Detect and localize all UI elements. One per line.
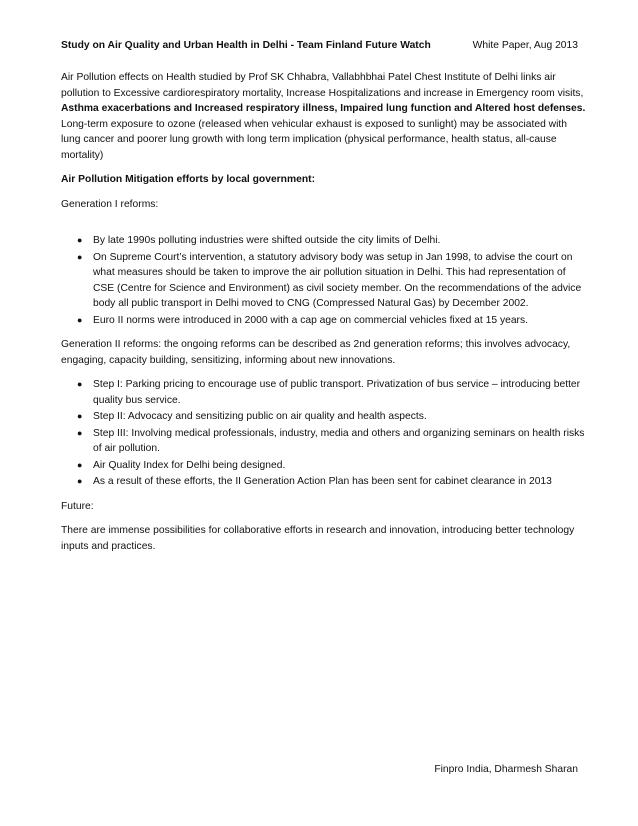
list-item xyxy=(77,474,586,490)
list-item-text: As a result of these efforts, the II Generation Action Plan has been sent for cabinet clearance in 2013 xyxy=(93,476,552,487)
intro-paragraph xyxy=(61,70,586,163)
list-item xyxy=(77,458,586,474)
mitigation-heading: Air Pollution Mitigation efforts by local government: xyxy=(61,174,315,185)
list-item-text: Step III: Involving medical professionals, industry, media and others and organizing seminars on health risks of air pollution. xyxy=(93,427,585,454)
bullet-icon: ● xyxy=(77,379,83,389)
list-item xyxy=(77,409,586,425)
list-item xyxy=(77,233,586,249)
list-item-text: Euro II norms were introduced in 2000 with a cap age on commercial vehicles fixed at 15 years. xyxy=(93,314,528,326)
list-item-text: By late 1990s polluting industries were shifted outside the city limits of Delhi. xyxy=(93,235,441,246)
intro-text-bold: Asthma exacerbations and Increased respiratory illness, Impaired lung function and Altered host defenses. xyxy=(61,103,586,114)
bullet-icon: ● xyxy=(77,411,83,421)
intro-text-2: Long-term exposure to ozone (released when vehicular exhaust is exposed to sunlight) may be associated with lung cancer and poorer lung growth with long term implication (physical performance, health status, all-cause mortality) xyxy=(61,118,567,161)
gen1-list xyxy=(61,233,586,328)
gen2-label: Generation II reforms: the ongoing reforms can be described as 2nd generation reforms; this involves advocacy, engaging, capacity building, sensitizing, informing about new innovations. xyxy=(61,339,571,366)
page-header xyxy=(61,38,578,54)
bullet-icon: ● xyxy=(77,476,83,486)
bullet-icon: ● xyxy=(77,314,83,325)
bullet-icon: ● xyxy=(77,251,83,262)
list-item-text: Step I: Parking pricing to encourage use of public transport. Privatization of bus service – introducing better quality bus service. xyxy=(93,379,581,406)
document-title: Study on Air Quality and Urban Health in Delhi - Team Finland Future Watch xyxy=(61,40,431,51)
list-item-text: On Supreme Court’s intervention, a statutory advisory body was setup in Jan 1998, to advise the court on what measures should be taken to improve the air pollution situation in Delhi. This had representation of CSE (Centre for Science and Environment) as civil society member. On the recommendations of the advice body all public transport in Delhi moved to CNG (Compressed Natural Gas) by December 2002. xyxy=(93,251,582,309)
bullet-icon: ● xyxy=(77,235,83,245)
list-item xyxy=(77,426,586,457)
bullet-icon: ● xyxy=(77,427,83,438)
future-paragraph: There are immense possibilities for collaborative efforts in research and innovation, introducing better technology inputs and practices. xyxy=(61,525,575,552)
list-item xyxy=(77,377,586,408)
gen1-label: Generation I reforms: xyxy=(61,198,159,210)
future-label: Future: xyxy=(61,500,94,512)
document-type-date: White Paper, Aug 2013 xyxy=(472,40,578,51)
list-item-text: Step II: Advocacy and sensitizing public on air quality and health aspects. xyxy=(93,411,427,422)
list-item xyxy=(77,313,586,329)
gen2-list xyxy=(61,377,586,490)
intro-text-1: Air Pollution effects on Health studied by Prof SK Chhabra, Vallabhbhai Patel Chest Institute of Delhi links air pollution to Excessive cardiorespiratory mortality, Increase Hospitalizations and increase in Emergency room visits, xyxy=(61,72,584,99)
bullet-icon: ● xyxy=(77,459,83,470)
list-item xyxy=(77,250,586,312)
page-footer: Finpro India, Dharmesh Sharan xyxy=(434,764,578,775)
list-item-text: Air Quality Index for Delhi being designed. xyxy=(93,459,286,471)
document-body xyxy=(61,70,586,563)
